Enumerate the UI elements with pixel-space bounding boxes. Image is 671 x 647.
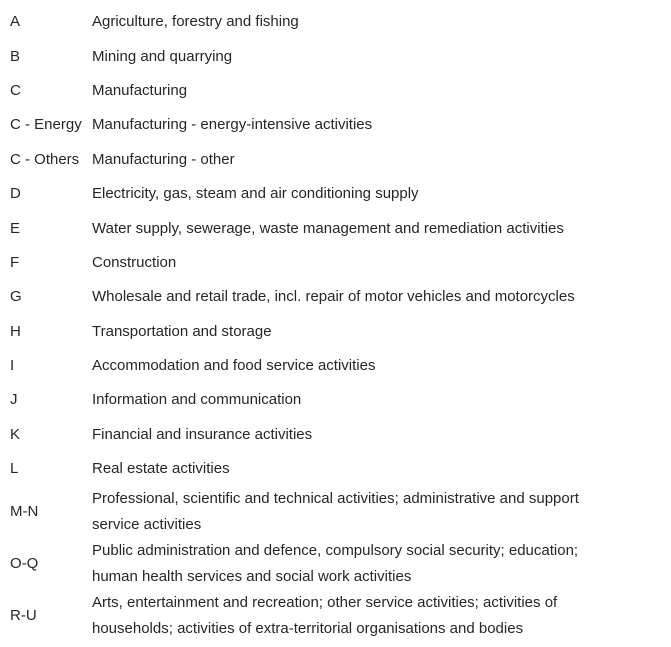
sector-description: Agriculture, forestry and fishing (92, 13, 299, 31)
table-row (10, 315, 663, 349)
table-row (10, 538, 663, 590)
sector-code: F (10, 253, 20, 271)
sector-description: Wholesale and retail trade, incl. repair of motor vehicles and motorcycles (92, 288, 575, 306)
table-row (10, 74, 663, 108)
sector-description: Information and communication (92, 391, 302, 409)
sector-code: I (10, 357, 15, 375)
sector-code: R-U (10, 607, 37, 625)
sector-code: L (10, 460, 19, 478)
sector-code: J (10, 391, 18, 409)
table-row (10, 486, 663, 538)
sector-description: Manufacturing - energy-intensive activities (92, 116, 373, 134)
sector-description: Financial and insurance activities (92, 425, 313, 443)
table-row (10, 177, 663, 211)
sector-code: C (10, 81, 21, 99)
table-row (10, 108, 663, 142)
sector-code: B (10, 47, 21, 65)
table-row (10, 452, 663, 486)
sector-code: H (10, 322, 21, 340)
sector-description: Manufacturing - other (92, 150, 235, 168)
table-row (10, 418, 663, 452)
sector-description: Construction (92, 253, 177, 271)
sector-description: Arts, entertainment and recreation; other service activities; activities of households; activities of extra-territorial organisations and bodies (92, 594, 558, 638)
sector-description: Mining and quarrying (92, 47, 233, 65)
sector-code: K (10, 425, 21, 443)
table-row (10, 211, 663, 245)
sector-description: Water supply, sewerage, waste management and remediation activities (92, 219, 564, 237)
table-row (10, 246, 663, 280)
sector-code: A (10, 13, 21, 31)
sector-code: C - Energy (10, 116, 82, 134)
table-row (10, 383, 663, 417)
sector-description: Public administration and defence, compulsory social security; education; human health services and social work activities (92, 542, 579, 586)
sector-code: O-Q (10, 555, 39, 573)
sector-description: Electricity, gas, steam and air conditioning supply (92, 185, 419, 203)
table-row (10, 280, 663, 314)
table-row (10, 349, 663, 383)
sector-code: C - Others (10, 150, 80, 168)
sector-description: Professional, scientific and technical activities; administrative and support service activities (92, 490, 579, 534)
table-row (10, 39, 663, 73)
sector-code: D (10, 185, 21, 203)
sector-description: Manufacturing (92, 81, 188, 99)
table-row (10, 590, 663, 642)
table-row (10, 143, 663, 177)
table-row (10, 5, 663, 39)
sector-description: Real estate activities (92, 460, 230, 478)
sector-description: Transportation and storage (92, 322, 272, 340)
sector-code: M-N (10, 503, 39, 521)
sector-code: E (10, 219, 21, 237)
sector-description: Accommodation and food service activities (92, 357, 376, 375)
sector-code: G (10, 288, 22, 306)
